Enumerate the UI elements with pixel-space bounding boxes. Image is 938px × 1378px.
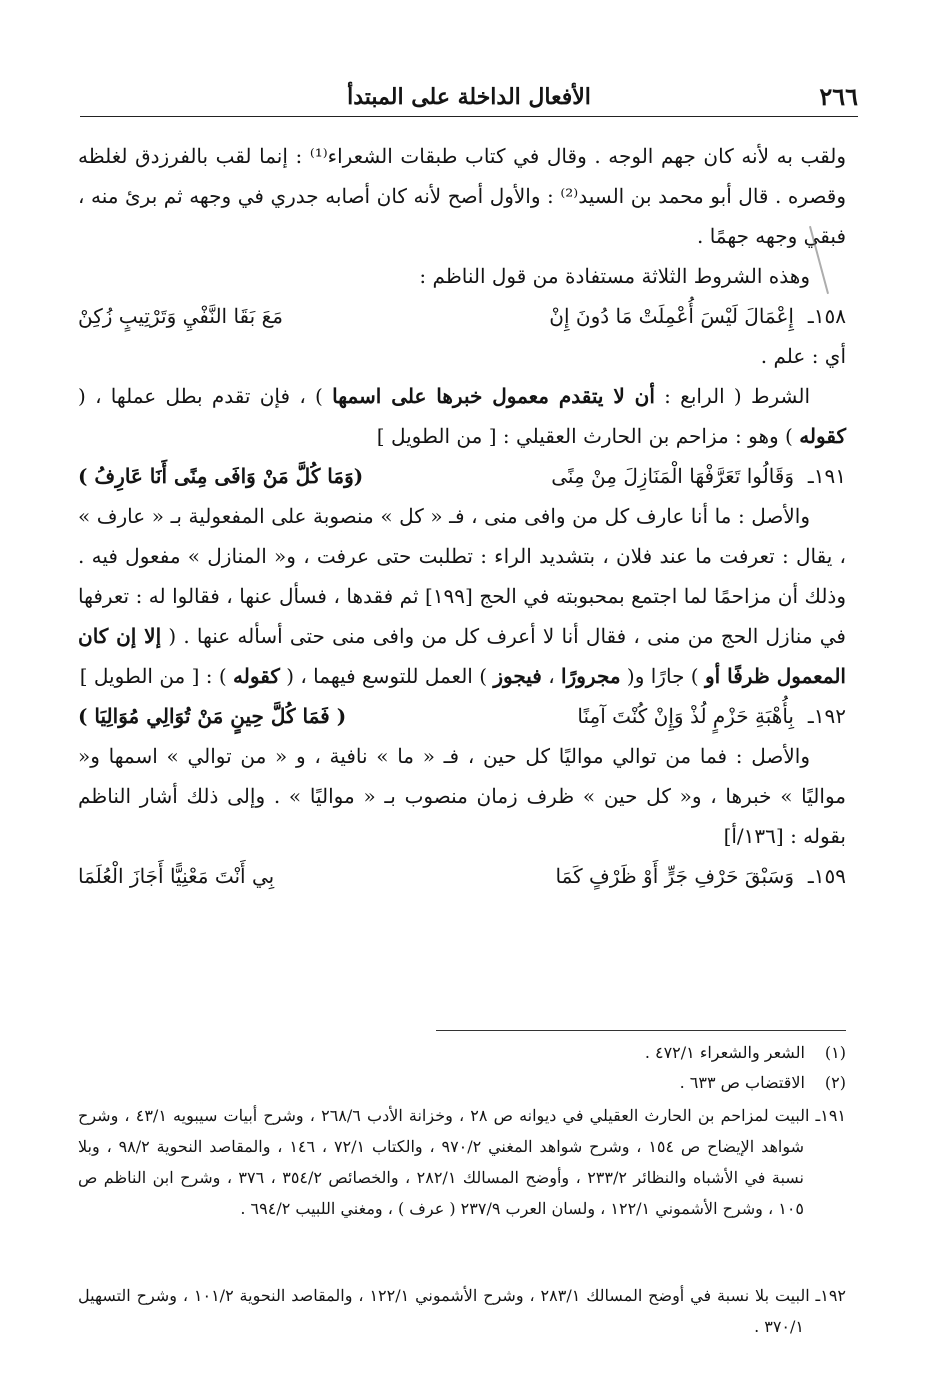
running-header: [80, 82, 858, 117]
text-run: ،: [541, 664, 562, 688]
text-run: والأصل : ما أنا عارف كل من وافى منى ، فـ « كل » منصوبة على المفعولية بـ « عارف » ، يقال : تعرفت ما عند فلان ، بتشديد الراء : تطلبت حتى عرفت ، و« المنازل » مفعول فيه . وذلك أن مزاحمًا لما اجتمع بمحبوبته في الحج [١٩٩] ثم فقدها ، فسأل عنها ، فقالوا له : تعرفها في منازل الحج من منى ، فقال أنا لا أعرف كل من وافى منى حتى أسأله عنها .: [78, 504, 846, 648]
verse-first-hemistich: وَقَالُوا تَعَرَّفْهَا الْمَنَازِلَ مِنْ مِنًى: [551, 464, 794, 488]
paragraph-2: وهذه الشروط الثلاثة مستفادة من قول الناظم :: [419, 264, 810, 288]
bold-word: كقوله: [233, 664, 280, 688]
verse-second-hemistich: مَعَ بَقَا النَّفْيِ وَتَرْتِيبٍ زُكِنْ: [78, 304, 283, 328]
verse-first-hemistich: إِعْمَالَ لَيْسَ أُعْمِلَتْ مَا دُونَ إِنْ: [549, 304, 794, 328]
text-run: الشرط ( الرابع :: [654, 384, 810, 408]
text-run: ) : [ من الطويل ]: [79, 664, 234, 688]
bold-word: مجرورًا: [561, 664, 621, 688]
verse-source-192: ١٩٢ـ البيت بلا نسبة في أوضح المسالك ٢٨٣/١ ، وشرح الأشموني ١٢٢/١ ، والمقاصد النحوية ١٠١/٢ ، وشرح التسهيل ٣٧٠/١ .: [78, 1286, 847, 1336]
footnote-text: الشعر والشعراء ٤٧٢/١ .: [644, 1043, 805, 1062]
verse-first-hemistich: بِأُهْبَةِ حَزْمٍ لُذْ وَإِنْ كُنْتَ آمِنًا: [577, 704, 794, 728]
verse-191: [78, 456, 846, 496]
text-run: (: [161, 624, 184, 648]
footnote-2: [78, 1068, 846, 1098]
verse-192: [78, 696, 846, 736]
paragraph-4: [78, 376, 846, 456]
paragraph-5: [78, 496, 846, 696]
footnote-divider: [436, 1030, 846, 1031]
bold-condition: أن لا يتقدم معمول خبرها على اسمها: [332, 384, 655, 408]
paragraph-7: والأصل : فما من توالي مواليًا كل حين ، فـ « ما » نافية ، و « من توالي » اسمها و« مواليًا » خبرها ، و« كل حين » ظرف زمان منصوب بـ « مواليًا » . وإلى ذلك أشار الناظم بقوله : [١٣٦/أ]: [78, 744, 846, 848]
chapter-title: الأفعال الداخلة على المبتدأ: [347, 84, 591, 110]
paragraph-3: أي : علم .: [760, 344, 846, 368]
verse-158: [78, 296, 846, 336]
bold-phrase: إلا إن كان المعمول ظرفًا أو: [78, 624, 846, 688]
paragraph-1: ولقب به لأنه كان جهم الوجه . وقال في كتاب طبقات الشعراء⁽¹⁾ : إنما لقب بالفرزدق لغلظه وقصره . قال أبو محمد بن السيد⁽²⁾ : والأول أصح لأنه كان أصابه جدري في وجهه ثم برئ منه ، فبقي وجهه جهمًا .: [78, 144, 847, 248]
text-run: ) وهو : مزاحم بن الحارث العقيلي : [ من الطويل ]: [376, 424, 800, 448]
verse-number: ١٩٢ـ: [807, 704, 846, 728]
page-number: ٢٦٦: [819, 82, 858, 111]
bold-word: فيجوز: [493, 664, 542, 688]
verse-second-hemistich: بِي أَنْتَ مَعْنِيًّا أَجَازَ الْعُلَمَا: [78, 864, 275, 888]
verse-first-hemistich: وَسَبْقَ حَرْفِ جَرٍّ أَوْ ظَرْفٍ كَمَا: [555, 864, 794, 888]
text-run: ) العمل للتوسع فيهما ، (: [279, 664, 494, 688]
footnote-number: (٢): [824, 1073, 846, 1092]
footnote-text: الاقتضاب ص ٦٣٣ .: [679, 1073, 805, 1092]
bold-word: كقوله: [799, 424, 846, 448]
verse-number: ١٥٩ـ: [807, 864, 846, 888]
main-text: [78, 136, 846, 896]
text-run: ) جارًا و(: [620, 664, 705, 688]
verse-second-hemistich: (وَمَا كُلَّ مَنْ وَافَى مِنًى أَنَا عَارِفُ ): [78, 464, 364, 488]
text-run: ) ، فإن تقدم بطل عملها ، (: [78, 384, 333, 408]
footnote-1: [78, 1038, 846, 1068]
verse-second-hemistich: ( فَمَا كُلَّ حِينٍ مَنْ تُوَالِي مُوَالِيَا ): [78, 704, 347, 728]
verse-source-191: ١٩١ـ البيت لمزاحم بن الحارث العقيلي في ديوانه ص ٢٨ ، وخزانة الأدب ٢٦٨/٦ ، وشرح أبيات سيبويه ٤٣/١ ، وشرح شواهد الإيضاح ص ١٥٤ ، وشرح شواهد المغني ٩٧٠/٢ ، والكتاب ٧٢/١ ، ١٤٦ ، والمقاصد النحوية ٩٨/٢ ، وبلا نسبة في الأشباه والنظائر ٢٣٣/٢ ، وأوضح المسالك ٢٨٢/١ ، والخصائص ٣٥٤/٢ ، ٣٧٦ ، وشرح ابن الناظم ص ١٠٥ ، وشرح الأشموني ١٢٢/١ ، ولسان العرب ٢٣٧/٩ ( عرف ) ، ومغني اللبيب ٦٩٤/٢ .: [78, 1106, 846, 1218]
footnote-number: (١): [824, 1043, 846, 1062]
verse-number: ١٩١ـ: [807, 464, 846, 488]
verse-number: ١٥٨ـ: [807, 304, 846, 328]
verse-159: [78, 856, 846, 896]
